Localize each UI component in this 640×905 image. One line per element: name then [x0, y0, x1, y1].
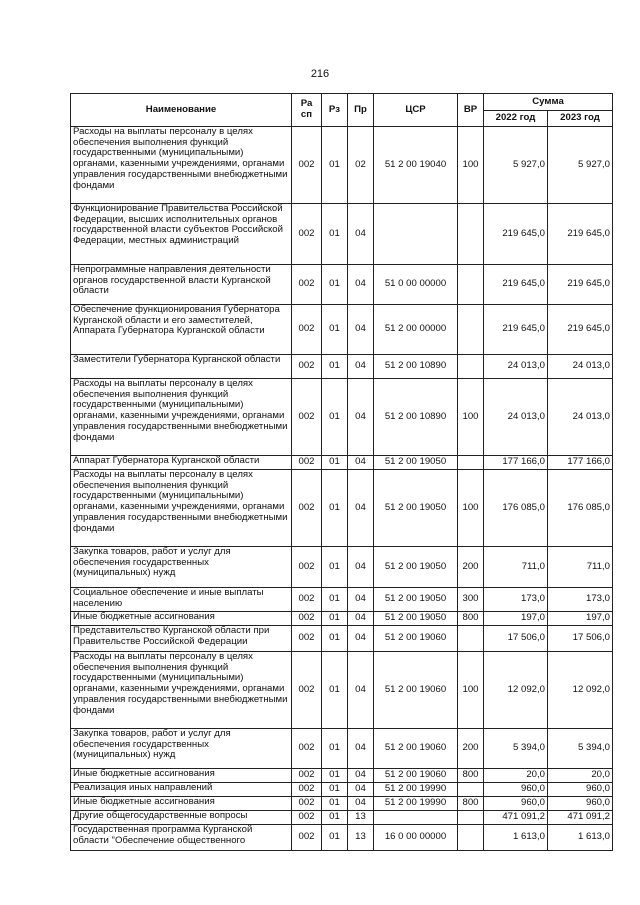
cell-2023: 176 085,0 [548, 470, 613, 547]
cell-csr: 51 2 00 19060 [374, 769, 458, 783]
cell-rasp: 002 [292, 127, 322, 204]
cell-vr: 200 [458, 547, 484, 588]
cell-vr [458, 355, 484, 379]
cell-rasp: 002 [292, 612, 322, 626]
cell-vr: 800 [458, 769, 484, 783]
table-row [71, 783, 613, 797]
cell-rz: 01 [322, 456, 348, 470]
cell-rz: 01 [322, 470, 348, 547]
cell-2023: 17 506,0 [548, 626, 613, 652]
table-row [71, 355, 613, 379]
cell-csr: 51 2 00 19990 [374, 797, 458, 811]
cell-csr: 51 2 00 19060 [374, 626, 458, 652]
cell-name: Обеспечение функционирования Губернатора Курганской области и его заместителей, Аппарата Губернатора Курганской области [71, 305, 292, 355]
cell-name: Расходы на выплаты персоналу в целях обеспечения выполнения функций государственными (муниципальными) органами, казенными учреждениями, органами управления государственными внебюджетными фондами [71, 127, 292, 204]
cell-pr: 04 [348, 783, 374, 797]
cell-pr: 04 [348, 652, 374, 729]
cell-rasp: 002 [292, 797, 322, 811]
table-row [71, 127, 613, 204]
cell-2023: 197,0 [548, 612, 613, 626]
cell-vr: 800 [458, 797, 484, 811]
cell-2022: 20,0 [484, 769, 548, 783]
cell-rasp: 002 [292, 769, 322, 783]
cell-name: Иные бюджетные ассигнования [71, 797, 292, 811]
cell-2023: 24 013,0 [548, 379, 613, 456]
cell-rasp: 002 [292, 265, 322, 305]
cell-2022: 24 013,0 [484, 379, 548, 456]
cell-csr: 51 2 00 19060 [374, 729, 458, 769]
cell-name: Заместители Губернатора Курганской области [71, 355, 292, 379]
cell-pr: 04 [348, 470, 374, 547]
cell-name: Представительство Курганской области при Правительстве Российской Федерации [71, 626, 292, 652]
header-rasp: Ра сп [292, 94, 322, 127]
cell-pr: 04 [348, 769, 374, 783]
header-sum: Сумма [484, 94, 613, 111]
cell-vr: 100 [458, 127, 484, 204]
cell-vr: 100 [458, 379, 484, 456]
cell-rz: 01 [322, 547, 348, 588]
cell-rasp: 002 [292, 204, 322, 265]
cell-name: Закупка товаров, работ и услуг для обеспечения государственных (муниципальных) нужд [71, 547, 292, 588]
cell-pr: 02 [348, 127, 374, 204]
header-csr: ЦСР [374, 94, 458, 127]
cell-vr [458, 456, 484, 470]
cell-2022: 12 092,0 [484, 652, 548, 729]
cell-pr: 13 [348, 811, 374, 825]
cell-pr: 04 [348, 547, 374, 588]
cell-name: Иные бюджетные ассигнования [71, 612, 292, 626]
cell-name: Иные бюджетные ассигнования [71, 769, 292, 783]
table-row [71, 825, 613, 851]
cell-rasp: 002 [292, 588, 322, 612]
cell-2023: 177 166,0 [548, 456, 613, 470]
cell-rz: 01 [322, 355, 348, 379]
cell-2022: 17 506,0 [484, 626, 548, 652]
cell-2023: 219 645,0 [548, 265, 613, 305]
cell-name: Функционирование Правительства Российской Федерации, высших исполнительных органов государственной власти субъектов Российской Федерации, местных администраций [71, 204, 292, 265]
cell-rz: 01 [322, 729, 348, 769]
cell-2023: 20,0 [548, 769, 613, 783]
cell-pr: 13 [348, 825, 374, 851]
cell-2022: 219 645,0 [484, 265, 548, 305]
cell-vr [458, 783, 484, 797]
cell-name: Социальное обеспечение и иные выплаты населению [71, 588, 292, 612]
cell-2022: 5 927,0 [484, 127, 548, 204]
cell-rasp: 002 [292, 547, 322, 588]
cell-csr: 51 2 00 19990 [374, 783, 458, 797]
cell-rasp: 002 [292, 626, 322, 652]
cell-name: Аппарат Губернатора Курганской области [71, 456, 292, 470]
cell-pr: 04 [348, 612, 374, 626]
cell-2022: 219 645,0 [484, 204, 548, 265]
cell-pr: 04 [348, 456, 374, 470]
cell-rz: 01 [322, 127, 348, 204]
cell-name: Другие общегосударственные вопросы [71, 811, 292, 825]
cell-vr [458, 204, 484, 265]
cell-rz: 01 [322, 652, 348, 729]
cell-rasp: 002 [292, 456, 322, 470]
cell-2022: 173,0 [484, 588, 548, 612]
cell-csr: 51 2 00 19040 [374, 127, 458, 204]
cell-rasp: 002 [292, 652, 322, 729]
cell-rasp: 002 [292, 825, 322, 851]
cell-rasp: 002 [292, 470, 322, 547]
cell-2023: 219 645,0 [548, 204, 613, 265]
budget-table [70, 93, 613, 851]
cell-2023: 711,0 [548, 547, 613, 588]
cell-vr: 200 [458, 729, 484, 769]
cell-rz: 01 [322, 588, 348, 612]
table-body [71, 127, 613, 851]
cell-name: Закупка товаров, работ и услуг для обеспечения государственных (муниципальных) нужд [71, 729, 292, 769]
cell-vr [458, 811, 484, 825]
cell-vr: 100 [458, 652, 484, 729]
table-row [71, 204, 613, 265]
cell-vr [458, 265, 484, 305]
cell-name: Реализация иных направлений [71, 783, 292, 797]
cell-pr: 04 [348, 626, 374, 652]
cell-rz: 01 [322, 626, 348, 652]
table-row [71, 652, 613, 729]
cell-2022: 960,0 [484, 797, 548, 811]
cell-pr: 04 [348, 355, 374, 379]
cell-name: Расходы на выплаты персоналу в целях обеспечения выполнения функций государственными (муниципальными) органами, казенными учреждениями, органами управления государственными внебюджетными фондами [71, 470, 292, 547]
cell-name: Расходы на выплаты персоналу в целях обеспечения выполнения функций государственными (муниципальными) органами, казенными учреждениями, органами управления государственными внебюджетными фондами [71, 652, 292, 729]
cell-rasp: 002 [292, 783, 322, 797]
header-year-2022: 2022 год [484, 111, 548, 127]
cell-pr: 04 [348, 265, 374, 305]
header-pr: Пр [348, 94, 374, 127]
cell-pr: 04 [348, 729, 374, 769]
header-name: Наименование [71, 94, 292, 127]
cell-rasp: 002 [292, 811, 322, 825]
table-row [71, 797, 613, 811]
cell-2023: 173,0 [548, 588, 613, 612]
cell-csr: 51 2 00 19050 [374, 547, 458, 588]
cell-rz: 01 [322, 811, 348, 825]
cell-2022: 219 645,0 [484, 305, 548, 355]
table-row [71, 588, 613, 612]
cell-rz: 01 [322, 612, 348, 626]
cell-vr: 100 [458, 470, 484, 547]
cell-rasp: 002 [292, 379, 322, 456]
cell-2023: 960,0 [548, 783, 613, 797]
cell-2023: 5 394,0 [548, 729, 613, 769]
cell-pr: 04 [348, 797, 374, 811]
cell-name: Расходы на выплаты персоналу в целях обеспечения выполнения функций государственными (муниципальными) органами, казенными учреждениями, органами управления государственными внебюджетными фондами [71, 379, 292, 456]
cell-rz: 01 [322, 825, 348, 851]
table-row [71, 547, 613, 588]
cell-name: Государственная программа Курганской области "Обеспечение общественного [71, 825, 292, 851]
cell-2022: 471 091,2 [484, 811, 548, 825]
cell-csr: 51 2 00 10890 [374, 355, 458, 379]
cell-pr: 04 [348, 305, 374, 355]
cell-2023: 219 645,0 [548, 305, 613, 355]
cell-rasp: 002 [292, 355, 322, 379]
cell-vr [458, 305, 484, 355]
cell-2022: 711,0 [484, 547, 548, 588]
cell-csr: 51 2 00 19050 [374, 612, 458, 626]
cell-csr [374, 204, 458, 265]
cell-pr: 04 [348, 379, 374, 456]
cell-csr: 51 2 00 10890 [374, 379, 458, 456]
cell-2022: 176 085,0 [484, 470, 548, 547]
cell-2022: 960,0 [484, 783, 548, 797]
table-row [71, 626, 613, 652]
header-year-2023: 2023 год [548, 111, 613, 127]
cell-2022: 5 394,0 [484, 729, 548, 769]
table-row [71, 811, 613, 825]
cell-csr: 16 0 00 00000 [374, 825, 458, 851]
table-row [71, 305, 613, 355]
cell-2023: 12 092,0 [548, 652, 613, 729]
cell-csr: 51 2 00 19050 [374, 456, 458, 470]
cell-rz: 01 [322, 305, 348, 355]
cell-rasp: 002 [292, 729, 322, 769]
cell-name: Непрограммные направления деятельности органов государственной власти Курганской области [71, 265, 292, 305]
table-row [71, 470, 613, 547]
cell-csr: 51 2 00 19060 [374, 652, 458, 729]
table-row [71, 456, 613, 470]
cell-csr [374, 811, 458, 825]
cell-2022: 24 013,0 [484, 355, 548, 379]
cell-2022: 1 613,0 [484, 825, 548, 851]
cell-vr: 300 [458, 588, 484, 612]
cell-2023: 471 091,2 [548, 811, 613, 825]
cell-rz: 01 [322, 265, 348, 305]
header-vr: ВР [458, 94, 484, 127]
cell-rz: 01 [322, 797, 348, 811]
cell-pr: 04 [348, 588, 374, 612]
cell-2022: 197,0 [484, 612, 548, 626]
cell-rasp: 002 [292, 305, 322, 355]
table-row [71, 729, 613, 769]
cell-2023: 5 927,0 [548, 127, 613, 204]
table-row [71, 769, 613, 783]
cell-csr: 51 2 00 19050 [374, 588, 458, 612]
table-row [71, 612, 613, 626]
table-row [71, 265, 613, 305]
cell-vr [458, 626, 484, 652]
cell-2023: 1 613,0 [548, 825, 613, 851]
cell-csr: 51 2 00 00000 [374, 305, 458, 355]
cell-rz: 01 [322, 783, 348, 797]
cell-rz: 01 [322, 379, 348, 456]
cell-vr: 800 [458, 612, 484, 626]
cell-rz: 01 [322, 204, 348, 265]
cell-pr: 04 [348, 204, 374, 265]
cell-2022: 177 166,0 [484, 456, 548, 470]
cell-vr [458, 825, 484, 851]
page-number: 216 [310, 68, 330, 80]
cell-2023: 24 013,0 [548, 355, 613, 379]
cell-csr: 51 0 00 00000 [374, 265, 458, 305]
header-rz: Рз [322, 94, 348, 127]
cell-2023: 960,0 [548, 797, 613, 811]
table-row [71, 379, 613, 456]
cell-csr: 51 2 00 19050 [374, 470, 458, 547]
cell-rz: 01 [322, 769, 348, 783]
